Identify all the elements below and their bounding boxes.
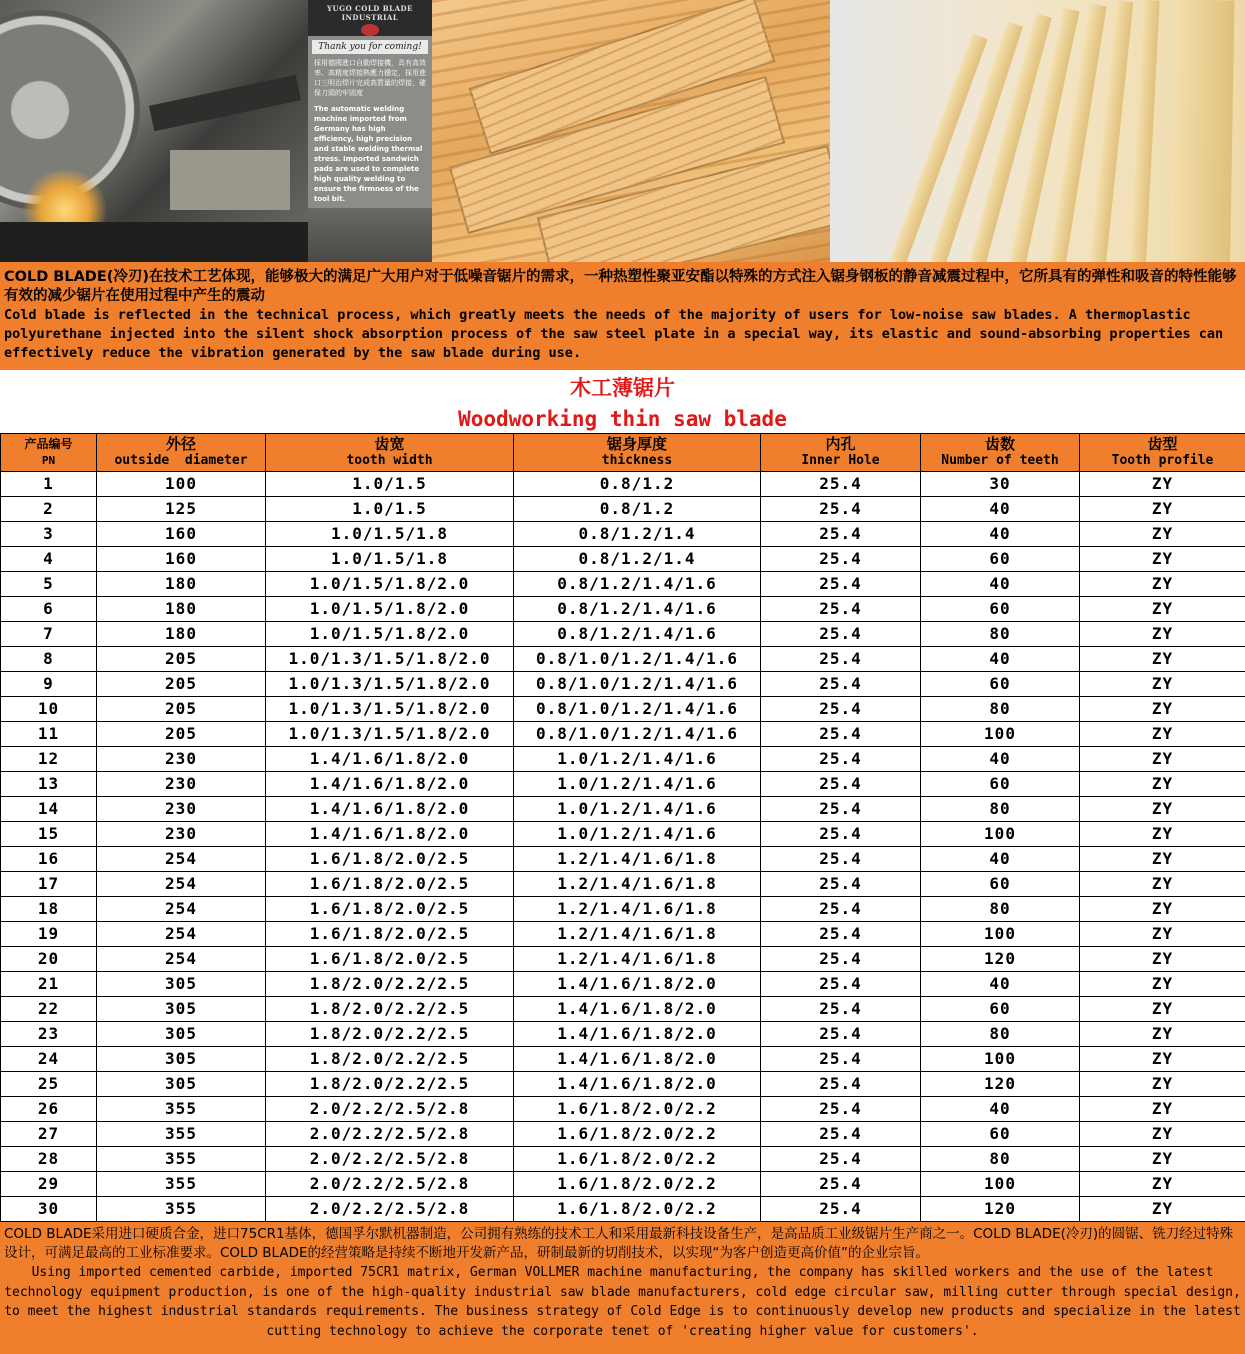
intro-banner [0, 262, 1245, 370]
table-row [1, 972, 1245, 997]
diameter-cell: 355 [97, 1197, 266, 1222]
diameter-cell: 125 [97, 497, 266, 522]
outro-en: Using imported cemented carbide, imported 75CR1 matrix, German VOLLMER machine manufacturing, the company has skilled workers and the use of the latest technology equipment production, is one of the high-quality industrial saw blade manufacturers, cold edge circular saw, milling cutter through special design, to meet the highest industrial standards requirements. The business strategy of Cold Edge is to continuously develop new products and specialize in the latest cutting technology to achieve the corporate tenet of 'creating higher value for customers'. [4, 1265, 1241, 1339]
tooth-profile-cell: ZY [1080, 597, 1245, 622]
tooth-width-cell: 1.0/1.3/1.5/1.8/2.0 [266, 647, 514, 672]
inner-hole-cell: 25.4 [761, 647, 921, 672]
table-row [1, 497, 1245, 522]
thickness-cell: 0.8/1.2/1.4 [514, 522, 761, 547]
tooth-width-cell: 1.0/1.5/1.8/2.0 [266, 572, 514, 597]
thickness-cell: 1.2/1.4/1.6/1.8 [514, 947, 761, 972]
tooth-profile-cell: ZY [1080, 547, 1245, 572]
tooth-width-cell: 1.0/1.5/1.8 [266, 522, 514, 547]
tooth-profile-cell: ZY [1080, 572, 1245, 597]
diameter-cell: 205 [97, 697, 266, 722]
teeth-count-cell: 100 [921, 922, 1080, 947]
pn-cell: 30 [1, 1197, 97, 1222]
teeth-count-cell: 30 [921, 472, 1080, 497]
tooth-profile-cell: ZY [1080, 497, 1245, 522]
card-brand: YUGO COLD BLADE INDUSTRIAL [327, 4, 413, 22]
table-row [1, 572, 1245, 597]
tooth-width-cell: 1.4/1.6/1.8/2.0 [266, 747, 514, 772]
pn-cell: 29 [1, 1172, 97, 1197]
teeth-count-cell: 40 [921, 572, 1080, 597]
tooth-profile-cell: ZY [1080, 972, 1245, 997]
table-row [1, 547, 1245, 572]
thickness-cell: 1.0/1.2/1.4/1.6 [514, 822, 761, 847]
tooth-width-cell: 2.0/2.2/2.5/2.8 [266, 1172, 514, 1197]
tooth-profile-cell: ZY [1080, 1047, 1245, 1072]
diameter-cell: 230 [97, 772, 266, 797]
diameter-cell: 160 [97, 547, 266, 572]
thickness-cell: 0.8/1.2/1.4/1.6 [514, 572, 761, 597]
header-outside-diameter: 外径 outside diameter [97, 434, 266, 472]
teeth-count-cell: 40 [921, 497, 1080, 522]
tooth-profile-cell: ZY [1080, 747, 1245, 772]
inner-hole-cell: 25.4 [761, 597, 921, 622]
teeth-count-cell: 40 [921, 522, 1080, 547]
diameter-cell: 305 [97, 1022, 266, 1047]
tooth-width-cell: 1.0/1.5 [266, 497, 514, 522]
table-row [1, 1147, 1245, 1172]
thickness-cell: 0.8/1.2/1.4 [514, 547, 761, 572]
thickness-cell: 1.6/1.8/2.0/2.2 [514, 1097, 761, 1122]
thickness-cell: 0.8/1.2/1.4/1.6 [514, 622, 761, 647]
tooth-profile-cell: ZY [1080, 1072, 1245, 1097]
header-tooth-profile: 齿型 Tooth profile [1080, 434, 1245, 472]
teeth-count-cell: 80 [921, 897, 1080, 922]
pn-cell: 17 [1, 872, 97, 897]
table-row [1, 897, 1245, 922]
teeth-count-cell: 60 [921, 1122, 1080, 1147]
teeth-count-cell: 80 [921, 622, 1080, 647]
pn-cell: 28 [1, 1147, 97, 1172]
table-row [1, 1122, 1245, 1147]
inner-hole-cell: 25.4 [761, 472, 921, 497]
inner-hole-cell: 25.4 [761, 547, 921, 572]
diameter-cell: 355 [97, 1122, 266, 1147]
teeth-count-cell: 120 [921, 1197, 1080, 1222]
tooth-width-cell: 1.0/1.5/1.8/2.0 [266, 597, 514, 622]
thickness-cell: 1.4/1.6/1.8/2.0 [514, 1072, 761, 1097]
inner-hole-cell: 25.4 [761, 722, 921, 747]
thickness-cell: 1.2/1.4/1.6/1.8 [514, 922, 761, 947]
header-tooth-width: 齿宽 tooth width [266, 434, 514, 472]
table-row [1, 922, 1245, 947]
pn-cell: 10 [1, 697, 97, 722]
inner-hole-cell: 25.4 [761, 1047, 921, 1072]
pn-cell: 5 [1, 572, 97, 597]
table-row [1, 722, 1245, 747]
diameter-cell: 205 [97, 672, 266, 697]
photo-strip [0, 0, 1245, 262]
promo-card [308, 0, 432, 262]
spec-table [0, 433, 1245, 1222]
tooth-profile-cell: ZY [1080, 822, 1245, 847]
tooth-width-cell: 1.8/2.0/2.2/2.5 [266, 1047, 514, 1072]
diameter-cell: 205 [97, 647, 266, 672]
inner-hole-cell: 25.4 [761, 747, 921, 772]
pn-cell: 26 [1, 1097, 97, 1122]
thickness-cell: 0.8/1.0/1.2/1.4/1.6 [514, 672, 761, 697]
header-thickness: 锯身厚度 thickness [514, 434, 761, 472]
table-row [1, 1022, 1245, 1047]
header-inner-hole: 内孔 Inner Hole [761, 434, 921, 472]
thickness-cell: 1.4/1.6/1.8/2.0 [514, 1022, 761, 1047]
inner-hole-cell: 25.4 [761, 922, 921, 947]
tooth-width-cell: 1.0/1.5/1.8 [266, 547, 514, 572]
tooth-profile-cell: ZY [1080, 647, 1245, 672]
inner-hole-cell: 25.4 [761, 872, 921, 897]
tooth-profile-cell: ZY [1080, 922, 1245, 947]
diameter-cell: 180 [97, 597, 266, 622]
tooth-width-cell: 1.8/2.0/2.2/2.5 [266, 1072, 514, 1097]
intro-en: Cold blade is reflected in the technical process, which greatly meets the needs of the majority of users for low-noise saw blades. A thermoplastic polyurethane injected into the silent shock absorption process of the saw steel plate in a special way, its elastic and sound-absorbing properties can effectively reduce the vibration generated by the saw blade during use. [4, 307, 1224, 361]
tooth-width-cell: 1.0/1.3/1.5/1.8/2.0 [266, 697, 514, 722]
inner-hole-cell: 25.4 [761, 1072, 921, 1097]
teeth-count-cell: 100 [921, 1172, 1080, 1197]
pn-cell: 19 [1, 922, 97, 947]
diameter-cell: 254 [97, 947, 266, 972]
page-title-cn: 木工薄锯片 [570, 376, 675, 400]
teeth-count-cell: 120 [921, 1072, 1080, 1097]
inner-hole-cell: 25.4 [761, 522, 921, 547]
pn-cell: 9 [1, 672, 97, 697]
diameter-cell: 254 [97, 922, 266, 947]
table-row [1, 1172, 1245, 1197]
tooth-profile-cell: ZY [1080, 522, 1245, 547]
inner-hole-cell: 25.4 [761, 1122, 921, 1147]
teeth-count-cell: 40 [921, 647, 1080, 672]
table-row [1, 697, 1245, 722]
pn-cell: 25 [1, 1072, 97, 1097]
tooth-width-cell: 1.0/1.3/1.5/1.8/2.0 [266, 722, 514, 747]
diameter-cell: 180 [97, 572, 266, 597]
thickness-cell: 1.0/1.2/1.4/1.6 [514, 772, 761, 797]
diameter-cell: 230 [97, 822, 266, 847]
tooth-profile-cell: ZY [1080, 1097, 1245, 1122]
pn-cell: 12 [1, 747, 97, 772]
teeth-count-cell: 60 [921, 597, 1080, 622]
diameter-cell: 254 [97, 897, 266, 922]
thickness-cell: 1.6/1.8/2.0/2.2 [514, 1197, 761, 1222]
card-cn-text: 採用德國進口自動焊接機，具有高效率、高精度焊接熱應力穩定，採用進口三明治焊片完成高質量的焊接，確保刀頭的牢固度 [314, 59, 426, 97]
table-row [1, 772, 1245, 797]
teeth-count-cell: 80 [921, 1147, 1080, 1172]
inner-hole-cell: 25.4 [761, 1022, 921, 1047]
tooth-width-cell: 1.4/1.6/1.8/2.0 [266, 797, 514, 822]
table-row [1, 872, 1245, 897]
page-title-en: Woodworking thin saw blade [458, 407, 787, 431]
diameter-cell: 305 [97, 997, 266, 1022]
diameter-cell: 355 [97, 1097, 266, 1122]
diameter-cell: 305 [97, 1072, 266, 1097]
tooth-width-cell: 1.8/2.0/2.2/2.5 [266, 972, 514, 997]
table-row [1, 1097, 1245, 1122]
tooth-width-cell: 1.6/1.8/2.0/2.5 [266, 947, 514, 972]
table-row [1, 797, 1245, 822]
inner-hole-cell: 25.4 [761, 997, 921, 1022]
inner-hole-cell: 25.4 [761, 1172, 921, 1197]
teeth-count-cell: 80 [921, 697, 1080, 722]
pn-cell: 20 [1, 947, 97, 972]
thickness-cell: 0.8/1.2/1.4/1.6 [514, 597, 761, 622]
tooth-profile-cell: ZY [1080, 797, 1245, 822]
diameter-cell: 230 [97, 747, 266, 772]
tooth-width-cell: 1.4/1.6/1.8/2.0 [266, 822, 514, 847]
header-number-of-teeth: 齿数 Number of teeth [921, 434, 1080, 472]
teeth-count-cell: 60 [921, 547, 1080, 572]
diameter-cell: 254 [97, 872, 266, 897]
tooth-profile-cell: ZY [1080, 1172, 1245, 1197]
inner-hole-cell: 25.4 [761, 572, 921, 597]
outro-banner [0, 1222, 1245, 1354]
intro-cn: COLD BLADE(冷刃)在技术工艺体现，能够极大的满足广大用户对于低噪音锯片的需求，一种热塑性聚亚安酯以特殊的方式注入锯身钢板的静音减震过程中，它所具有的弹性和吸音的特性能够有效的减少锯片在使用过程中产生的震动 [4, 269, 1237, 304]
pn-cell: 2 [1, 497, 97, 522]
thickness-cell: 1.6/1.8/2.0/2.2 [514, 1172, 761, 1197]
tooth-width-cell: 1.6/1.8/2.0/2.5 [266, 872, 514, 897]
teeth-count-cell: 80 [921, 1022, 1080, 1047]
tooth-profile-cell: ZY [1080, 1197, 1245, 1222]
tooth-profile-cell: ZY [1080, 947, 1245, 972]
tooth-profile-cell: ZY [1080, 697, 1245, 722]
diameter-cell: 254 [97, 847, 266, 872]
card-brand-logo [308, 0, 432, 36]
tooth-profile-cell: ZY [1080, 1022, 1245, 1047]
table-header-row [1, 434, 1245, 472]
thickness-cell: 0.8/1.2 [514, 472, 761, 497]
table-row [1, 472, 1245, 497]
pn-cell: 22 [1, 997, 97, 1022]
teeth-count-cell: 100 [921, 1047, 1080, 1072]
thickness-cell: 0.8/1.0/1.2/1.4/1.6 [514, 722, 761, 747]
pn-cell: 15 [1, 822, 97, 847]
card-thanks: Thank you for coming! [312, 40, 428, 54]
pn-cell: 21 [1, 972, 97, 997]
inner-hole-cell: 25.4 [761, 497, 921, 522]
teeth-count-cell: 40 [921, 747, 1080, 772]
tooth-width-cell: 1.8/2.0/2.2/2.5 [266, 997, 514, 1022]
tooth-profile-cell: ZY [1080, 622, 1245, 647]
thickness-cell: 0.8/1.0/1.2/1.4/1.6 [514, 647, 761, 672]
teeth-count-cell: 80 [921, 797, 1080, 822]
tooth-width-cell: 2.0/2.2/2.5/2.8 [266, 1097, 514, 1122]
teeth-count-cell: 60 [921, 997, 1080, 1022]
table-row [1, 597, 1245, 622]
pn-cell: 11 [1, 722, 97, 747]
table-row [1, 747, 1245, 772]
teeth-count-cell: 100 [921, 822, 1080, 847]
tooth-profile-cell: ZY [1080, 997, 1245, 1022]
tooth-width-cell: 2.0/2.2/2.5/2.8 [266, 1197, 514, 1222]
tooth-profile-cell: ZY [1080, 772, 1245, 797]
pn-cell: 7 [1, 622, 97, 647]
wood-sticks-photo [830, 0, 1245, 262]
thickness-cell: 1.2/1.4/1.6/1.8 [514, 872, 761, 897]
diameter-cell: 305 [97, 1047, 266, 1072]
teeth-count-cell: 60 [921, 772, 1080, 797]
outro-cn: COLD BLADE采用进口硬质合金，进口75CR1基体，德国孚尔默机器制造，公司拥有熟练的技术工人和采用最新科技设备生产，是高品质工业级锯片生产商之一。COLD BLADE(冷刃)的圆锯、铣刀经过特殊设计，可满足最高的工业标准要求。COLD BLADE的经营策略是持续不断地开发新产品，研制最新的切削技术，以实现“为客户创造更高价值”的企业宗旨。 [4, 1226, 1234, 1261]
tooth-width-cell: 1.6/1.8/2.0/2.5 [266, 897, 514, 922]
tooth-profile-cell: ZY [1080, 847, 1245, 872]
lumber-planks-photo [432, 0, 830, 262]
teeth-count-cell: 60 [921, 872, 1080, 897]
table-row [1, 672, 1245, 697]
inner-hole-cell: 25.4 [761, 847, 921, 872]
tooth-width-cell: 1.8/2.0/2.2/2.5 [266, 1022, 514, 1047]
teeth-count-cell: 120 [921, 947, 1080, 972]
pn-cell: 23 [1, 1022, 97, 1047]
teeth-count-cell: 100 [921, 722, 1080, 747]
table-body [1, 472, 1245, 1222]
diameter-cell: 355 [97, 1172, 266, 1197]
pn-cell: 24 [1, 1047, 97, 1072]
table-row [1, 822, 1245, 847]
teeth-count-cell: 40 [921, 847, 1080, 872]
table-row [1, 1047, 1245, 1072]
thickness-cell: 1.2/1.4/1.6/1.8 [514, 847, 761, 872]
pn-cell: 6 [1, 597, 97, 622]
tooth-profile-cell: ZY [1080, 722, 1245, 747]
tooth-profile-cell: ZY [1080, 1122, 1245, 1147]
thickness-cell: 1.4/1.6/1.8/2.0 [514, 972, 761, 997]
inner-hole-cell: 25.4 [761, 972, 921, 997]
tooth-width-cell: 1.0/1.3/1.5/1.8/2.0 [266, 672, 514, 697]
tooth-width-cell: 1.0/1.5 [266, 472, 514, 497]
diameter-cell: 230 [97, 797, 266, 822]
pn-cell: 16 [1, 847, 97, 872]
pn-cell: 1 [1, 472, 97, 497]
teeth-count-cell: 60 [921, 672, 1080, 697]
table-row [1, 997, 1245, 1022]
diameter-cell: 100 [97, 472, 266, 497]
tooth-width-cell: 2.0/2.2/2.5/2.8 [266, 1122, 514, 1147]
thickness-cell: 0.8/1.0/1.2/1.4/1.6 [514, 697, 761, 722]
inner-hole-cell: 25.4 [761, 947, 921, 972]
pn-cell: 4 [1, 547, 97, 572]
thickness-cell: 1.4/1.6/1.8/2.0 [514, 997, 761, 1022]
inner-hole-cell: 25.4 [761, 822, 921, 847]
thickness-cell: 1.4/1.6/1.8/2.0 [514, 1047, 761, 1072]
thickness-cell: 1.6/1.8/2.0/2.2 [514, 1147, 761, 1172]
tooth-width-cell: 1.6/1.8/2.0/2.5 [266, 847, 514, 872]
thickness-cell: 1.2/1.4/1.6/1.8 [514, 897, 761, 922]
diameter-cell: 160 [97, 522, 266, 547]
inner-hole-cell: 25.4 [761, 672, 921, 697]
pn-cell: 3 [1, 522, 97, 547]
inner-hole-cell: 25.4 [761, 1097, 921, 1122]
tooth-width-cell: 2.0/2.2/2.5/2.8 [266, 1147, 514, 1172]
welding-machine-photo [0, 0, 308, 262]
diameter-cell: 305 [97, 972, 266, 997]
card-en-text: The automatic welding machine imported from Germany has high efficiency, high precision and stable welding thermal stress. Imported sandwich pads are used to complete high quality welding to ensure the firmness of the tool bit. [314, 105, 423, 203]
table-row [1, 1197, 1245, 1222]
table-row [1, 947, 1245, 972]
thickness-cell: 1.0/1.2/1.4/1.6 [514, 747, 761, 772]
header-pn: 产品编号 PN [1, 434, 97, 472]
pn-cell: 13 [1, 772, 97, 797]
teeth-count-cell: 40 [921, 972, 1080, 997]
thickness-cell: 1.6/1.8/2.0/2.2 [514, 1122, 761, 1147]
inner-hole-cell: 25.4 [761, 1197, 921, 1222]
table-row [1, 622, 1245, 647]
inner-hole-cell: 25.4 [761, 772, 921, 797]
inner-hole-cell: 25.4 [761, 622, 921, 647]
tooth-width-cell: 1.4/1.6/1.8/2.0 [266, 772, 514, 797]
table-row [1, 847, 1245, 872]
tooth-width-cell: 1.0/1.5/1.8/2.0 [266, 622, 514, 647]
table-row [1, 1072, 1245, 1097]
inner-hole-cell: 25.4 [761, 1147, 921, 1172]
table-row [1, 522, 1245, 547]
diameter-cell: 205 [97, 722, 266, 747]
factory-photo [308, 208, 432, 262]
tooth-profile-cell: ZY [1080, 1147, 1245, 1172]
diameter-cell: 180 [97, 622, 266, 647]
pn-cell: 8 [1, 647, 97, 672]
brand-logo-icon [361, 24, 379, 36]
tooth-profile-cell: ZY [1080, 672, 1245, 697]
diameter-cell: 355 [97, 1147, 266, 1172]
inner-hole-cell: 25.4 [761, 697, 921, 722]
tooth-profile-cell: ZY [1080, 872, 1245, 897]
teeth-count-cell: 40 [921, 1097, 1080, 1122]
inner-hole-cell: 25.4 [761, 897, 921, 922]
tooth-width-cell: 1.6/1.8/2.0/2.5 [266, 922, 514, 947]
thickness-cell: 1.0/1.2/1.4/1.6 [514, 797, 761, 822]
thickness-cell: 0.8/1.2 [514, 497, 761, 522]
pn-cell: 27 [1, 1122, 97, 1147]
pn-cell: 18 [1, 897, 97, 922]
table-row [1, 647, 1245, 672]
tooth-profile-cell: ZY [1080, 472, 1245, 497]
tooth-profile-cell: ZY [1080, 897, 1245, 922]
inner-hole-cell: 25.4 [761, 797, 921, 822]
pn-cell: 14 [1, 797, 97, 822]
